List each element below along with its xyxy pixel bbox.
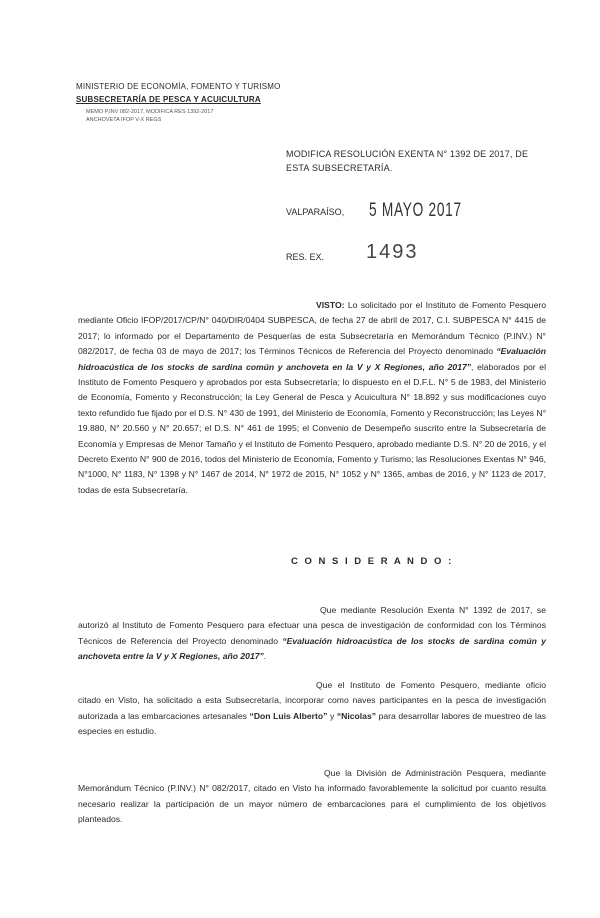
p2-and: y (327, 710, 337, 721)
memo-reference-line1: MEMO P.INV 082-2017, MODIFICA RES 1392-2017 (86, 109, 214, 115)
considerando-heading: C O N S I D E R A N D O : (291, 556, 454, 567)
considerando-paragraph-1 (78, 603, 546, 665)
visto-text-part1: Lo solicitado por el Instituto de Fomento Pesquero mediante Oficio IFOP/2017/CP/N° 040/DIR/0404 SUBPESCA, de fecha 27 de abril de 2017, C.I. SUBPESCA N° 4415 de 2017; lo informado por el Departamento de Pesquerías de esta Subsecretaría en Memorándum Técnico (P.INV.) N° 082/2017, de fecha 03 de mayo de 2017; los Términos Técnicos de Referencia del Proyecto denominado (78, 300, 546, 357)
visto-label: VISTO: (316, 300, 345, 310)
resolution-subject: MODIFICA RESOLUCIÓN EXENTA N° 1392 DE 2017, DE ESTA SUBSECRETARÍA. (286, 149, 529, 173)
subsecretaria-name: SUBSECRETARÍA DE PESCA Y ACUICULTURA (76, 95, 261, 104)
p1-text: Que mediante Resolución Exenta N° 1392 de 2017, se autorizó al Instituto de Fomento Pesquero para efectuar una pesca de investigación de conformidad con los Términos Técnicos de Referencia del Proyecto denominado (78, 605, 546, 646)
p1-project-title: “Evaluación hidroacústica de los stocks de sardina común y anchoveta entre la V y X Regiones, año 2017” (78, 635, 546, 662)
visto-paragraph (78, 298, 546, 498)
date-stamp: 5 MAYO 2017 (369, 200, 462, 221)
memo-reference-line2: ANCHOVETA IFOP V-X REGS (86, 117, 162, 123)
considerando-paragraph-2 (78, 678, 546, 740)
ministry-name: MINISTERIO DE ECONOMÍA, FOMENTO Y TURISMO (76, 82, 281, 91)
res-ex-label: RES. EX. (286, 252, 325, 262)
p2-text-part2: para desarrollar labores de muestreo de las especies en estudio. (78, 710, 547, 737)
place-label: VALPARAÍSO, (286, 207, 345, 217)
considerando-paragraph-3: Que la División de Administración Pesquera, mediante Memorándum Técnico (P.INV.) N° 082/2017, citado en Visto ha informado favorablemente la solicitud por cuanto resulta necesario realizar la participación de un mayor número de embarcaciones para el cumplimiento de los objetivos planteados. (78, 768, 546, 825)
resolution-number-stamp: 1493 (366, 241, 419, 263)
visto-text-part2: , elaborados por el Instituto de Fomento Pesquero y aprobados por esta Subsecretaría; lo dispuesto en el D.F.L. N° 5 de 1983, del Ministerio de Economía, Fomento y Reconstrucción; la Ley General de Pesca y Acuicultura N° 18.892 y sus modificaciones cuyo texto refundido fue fijado por el D.S. N° 430 de 1991, del Ministerio de Economía, Fomento y Reconstrucción; las Leyes N° 19.880, N° 20.560 y N° 20.657; el D.S. N° 461 de 1995; el Convenio de Desempeño suscrito entre la Subsecretaría de Economía y Empresas de Menor Tamaño y el Instituto de Fomento Pesquero, aprobado mediante D.S. N° 20 de 2016, y el Decreto Exento N° 900 de 2016, todos del Ministerio de Economía, Fomento y Turismo; las Resoluciones Exentas N° 946, N°1000, N° 1183, N° 1398 y N° 1467 de 2014, N° 1972 de 2015, N° 1052 y N° 1365, ambas de 2016, y N° 1123 de 2017, todas de esta Subsecretaría. (78, 361, 546, 495)
p1-end: . (263, 651, 267, 662)
boat-name-1: “Don Luis Alberto” (249, 710, 328, 721)
boat-name-2: “Nicolas” (336, 710, 377, 721)
visto-project-title: “Evaluación hidroacústica de los stocks de sardina común y anchoveta en la V y X Regiones, año 2017” (78, 346, 546, 372)
p2-text-part1: Que el Instituto de Fomento Pesquero, mediante oficio citado en Visto, ha solicitado a esta Subsecretaría, incorporar como naves participantes en la pesca de investigación autorizada a las embarcaciones artesanales (78, 680, 546, 721)
